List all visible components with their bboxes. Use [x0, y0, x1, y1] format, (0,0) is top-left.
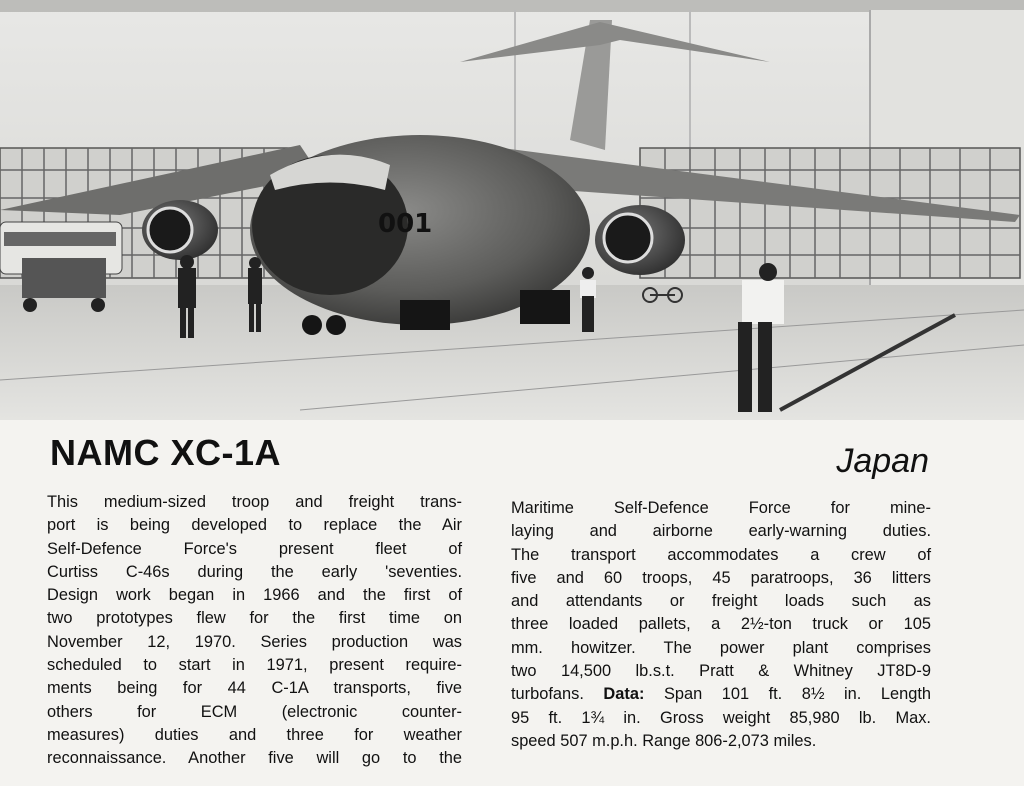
text-line: measures) duties and three for weather — [47, 725, 462, 744]
text-column-right — [511, 497, 931, 753]
text-line: This medium-sized troop and freight trans- — [47, 493, 462, 511]
text-line: Design work began in 1966 and the first of — [47, 586, 462, 605]
text-line: laying and airborne early-warning duties. — [511, 522, 931, 541]
text-line: 95 ft. 1¾ in. Gross weight 85,980 lb. Max. — [511, 708, 931, 727]
text-line: The transport accommodates a crew of — [511, 545, 931, 564]
text-line: port is being developed to replace the Air — [47, 516, 462, 535]
page-title: NAMC XC-1A — [50, 432, 282, 473]
data-label: Data: — [603, 685, 645, 704]
text-line: others for ECM (electronic counter- — [47, 702, 462, 721]
text-line: five and 60 troops, 45 paratroops, 36 litters — [511, 568, 931, 587]
country-label: Japan — [836, 442, 929, 480]
text-fragment: turbofans. — [511, 685, 584, 704]
aircraft-number: 001 — [378, 209, 433, 239]
text-fragment: Span 101 ft. 8½ in. Length — [663, 685, 931, 704]
text-line: November 12, 1970. Series production was — [47, 632, 462, 651]
text-line: two prototypes flew for the first time on — [47, 609, 462, 628]
text-line: Self-Defence Force's present fleet of — [47, 539, 462, 558]
text-line: Curtiss C-46s during the early 'seventies. — [47, 562, 462, 581]
text-line: Maritime Self-Defence Force for mine- — [511, 499, 931, 517]
text-line: speed 507 m.p.h. Range 806-2,073 miles. — [511, 731, 817, 750]
text-line: three loaded pallets, a 2½-ton truck or 105 — [511, 615, 931, 634]
text-line: and attendants or freight loads such as — [511, 592, 931, 611]
text-line-data — [511, 683, 931, 706]
text-line: mm. howitzer. The power plant comprises — [511, 638, 931, 657]
text-line: reconnaissance. Another five will go to the — [47, 749, 462, 768]
text-line: scheduled to start in 1971, present require- — [47, 656, 462, 675]
text-line: ments being for 44 C-1A transports, five — [47, 679, 462, 698]
text-column-left — [47, 491, 462, 771]
text-line: two 14,500 lb.s.t. Pratt & Whitney JT8D-9 — [511, 662, 931, 681]
